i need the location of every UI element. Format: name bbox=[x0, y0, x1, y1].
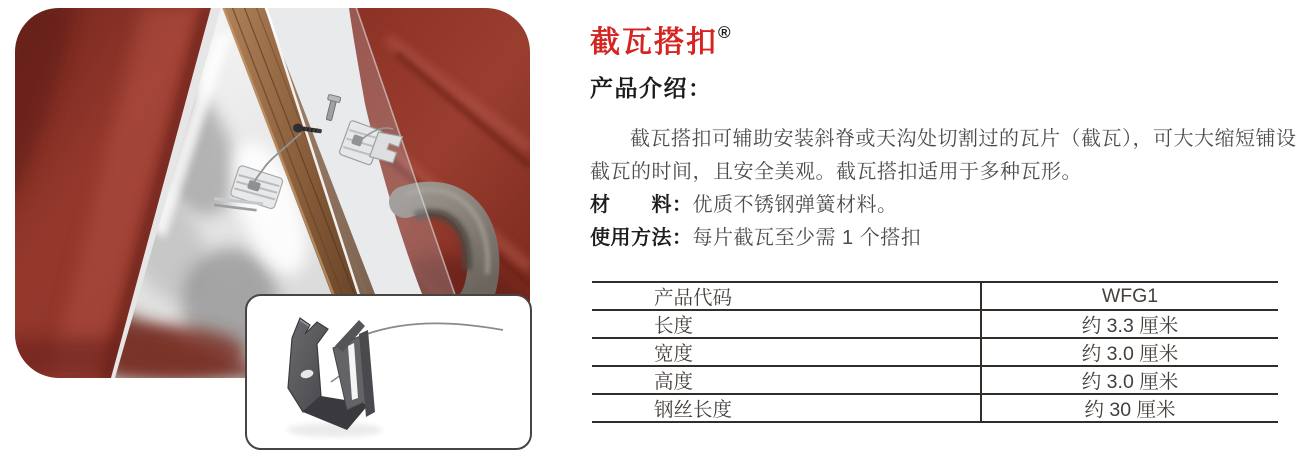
intro-paragraph: 截瓦搭扣可辅助安装斜脊或天沟处切割过的瓦片（截瓦），可大大缩短铺设截瓦的时间，且安全美观。截瓦搭扣适用于多种瓦形。 bbox=[590, 128, 1297, 183]
material-label: 材 料： bbox=[590, 194, 693, 216]
spec-label-cell: 长度 bbox=[592, 311, 982, 337]
clip-shadow bbox=[287, 423, 383, 437]
spec-label-cell: 钢丝长度 bbox=[592, 395, 982, 421]
spec-table bbox=[592, 281, 1278, 423]
table-row bbox=[592, 311, 1278, 339]
product-closeup-inset bbox=[245, 294, 532, 450]
usage-label: 使用方法： bbox=[590, 227, 693, 249]
usage-value: 每片截瓦至少需 1 个搭扣 bbox=[692, 227, 922, 249]
spec-value-cell: 约 30 厘米 bbox=[1084, 399, 1176, 421]
spec-value-cell: 约 3.3 厘米 bbox=[1081, 315, 1179, 337]
material-value: 优质不锈钢弹簧材料。 bbox=[692, 194, 898, 216]
spec-value-cell: WFG1 bbox=[1101, 284, 1159, 307]
registered-trademark-symbol: ® bbox=[718, 23, 731, 42]
table-row bbox=[592, 395, 1278, 423]
tile-clip-illustration bbox=[247, 296, 530, 448]
clip-body bbox=[288, 318, 375, 430]
product-title bbox=[590, 16, 1300, 60]
spec-value-cell: 约 3.0 厘米 bbox=[1081, 343, 1179, 365]
spec-label-cell: 产品代码 bbox=[592, 283, 982, 309]
spec-value-cell: 约 3.0 厘米 bbox=[1081, 371, 1179, 393]
product-title-text: 截瓦搭扣 bbox=[590, 26, 718, 59]
table-row bbox=[592, 283, 1278, 311]
usage-line bbox=[590, 222, 1300, 255]
table-row bbox=[592, 339, 1278, 367]
table-row bbox=[592, 367, 1278, 395]
spec-label-cell: 高度 bbox=[592, 367, 982, 393]
spec-label-cell: 宽度 bbox=[592, 339, 982, 365]
intro-heading: 产品介绍： bbox=[590, 75, 713, 101]
product-info-column bbox=[590, 0, 1300, 255]
material-line bbox=[590, 189, 1300, 222]
